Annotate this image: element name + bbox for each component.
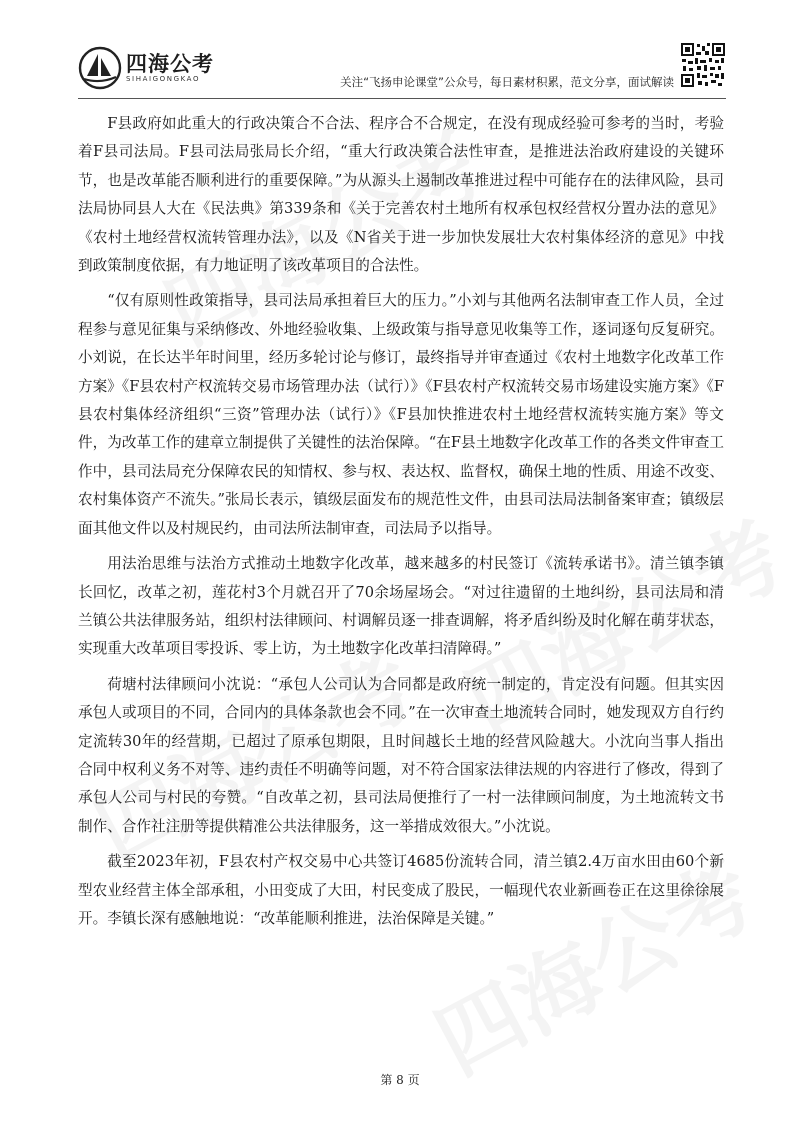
logo-subtitle: SIHAIGONGKAO <box>126 75 201 83</box>
paragraph: 荷塘村法律顾问小沈说：“承包人公司认为合同都是政府统一制定的，肯定没有问题。但其实因承包人或项目的不同，合同内的具体条款也会不同。”在一次审查土地流转合同时，她发现双方自行约定流转30年的经营期，已超过了原承包期限，且时间越长土地的经营风险越大。小沈向当事人指出合同中权利义务不对等、违约责任不明确等问题，对不符合国家法律法规的内容进行了修改，得到了承包人公司与村民的夸赞。“自改革之初，县司法局便推行了一村一法律顾问制度，为土地流转文书制作、合作社注册等提供精准公共法律服务，这一举措成效很大。”小沈说。 <box>78 675 724 835</box>
page-header <box>78 38 726 98</box>
paragraph: F县政府如此重大的行政决策合不合法、程序合不合规定，在没有现成经验可参考的当时，考验着F县司法局。F县司法局张局长介绍，“重大行政决策合法性审查，是推进法治政府建设的关键环节，也是改革能否顺利进行的重要保障。”为从源头上遏制改革推进过程中可能存在的法律风险，县司法局协同县人大在《民法典》第339条和《关于完善农村土地所有权承包权经营权分置办法的意见》《农村土地经营权流转管理办法》，以及《N省关于进一步加快发展壮大农村集体经济的意见》中找到政策制度依据，有力地证明了该改革项目的合法性。 <box>78 115 724 275</box>
logo-title: 四海公考 <box>126 52 214 76</box>
paragraph: 截至2023年初，F县农村产权交易中心共签订4685份流转合同，清兰镇2.4万亩水田由60个新型农业经营主体全部承租，小田变成了大田，村民变成了股民，一幅现代农业新画卷正在这里徐徐展开。李镇长深有感触地说：“改革能顺利推进，法治保障是关键。” <box>78 853 724 927</box>
qr-code-icon[interactable] <box>680 42 726 88</box>
page-number: 第 8 页 <box>380 1073 420 1087</box>
header-slogan: 关注“飞扬申论课堂”公众号，每日素材积累，范文分享，面试解读 <box>340 75 674 89</box>
logo <box>78 44 238 90</box>
sailboat-logo-icon <box>78 46 122 90</box>
header-divider <box>78 98 726 99</box>
article-body <box>78 110 724 940</box>
paragraph: “仅有原则性政策指导，县司法局承担着巨大的压力。”小刘与其他两名法制审查工作人员，全过程参与意见征集与采纳修改、外地经验收集、上级政策与指导意见收集等工作，逐词逐句反复研究。小刘说，在长达半年时间里，经历多轮讨论与修订，最终指导并审查通过《农村土地数字化改革工作方案》《F县农村产权流转交易市场管理办法（试行）》《F县农村产权流转交易市场建设实施方案》《F县农村集体经济组织“三资”管理办法（试行）》《F县加快推进农村土地经营权流转实施方案》等文件，为改革工作的建章立制提供了关键性的法治保障。“在F县土地数字化改革工作的各类文件审查工作中，县司法局充分保障农民的知情权、参与权、表达权、监督权，确保土地的性质、用途不改变、农村集体资产不流失。”张局长表示，镇级层面发布的规范性文件，由县司法局法制备案审查；镇级层面其他文件以及村规民约，由司法所法制审查，司法局予以指导。 <box>78 292 724 537</box>
paragraph: 用法治思维与法治方式推动土地数字化改革，越来越多的村民签订《流转承诺书》。清兰镇李镇长回忆，改革之初，莲花村3个月就召开了70余场屋场会。“对过往遗留的土地纠纷，县司法局和清兰镇公共法律服务站，组织村法律顾问、村调解员逐一排查调解，将矛盾纠纷及时化解在萌芽状态，实现重大改革项目零投诉、零上访，为土地数字化改革扫清障碍。” <box>78 555 724 658</box>
